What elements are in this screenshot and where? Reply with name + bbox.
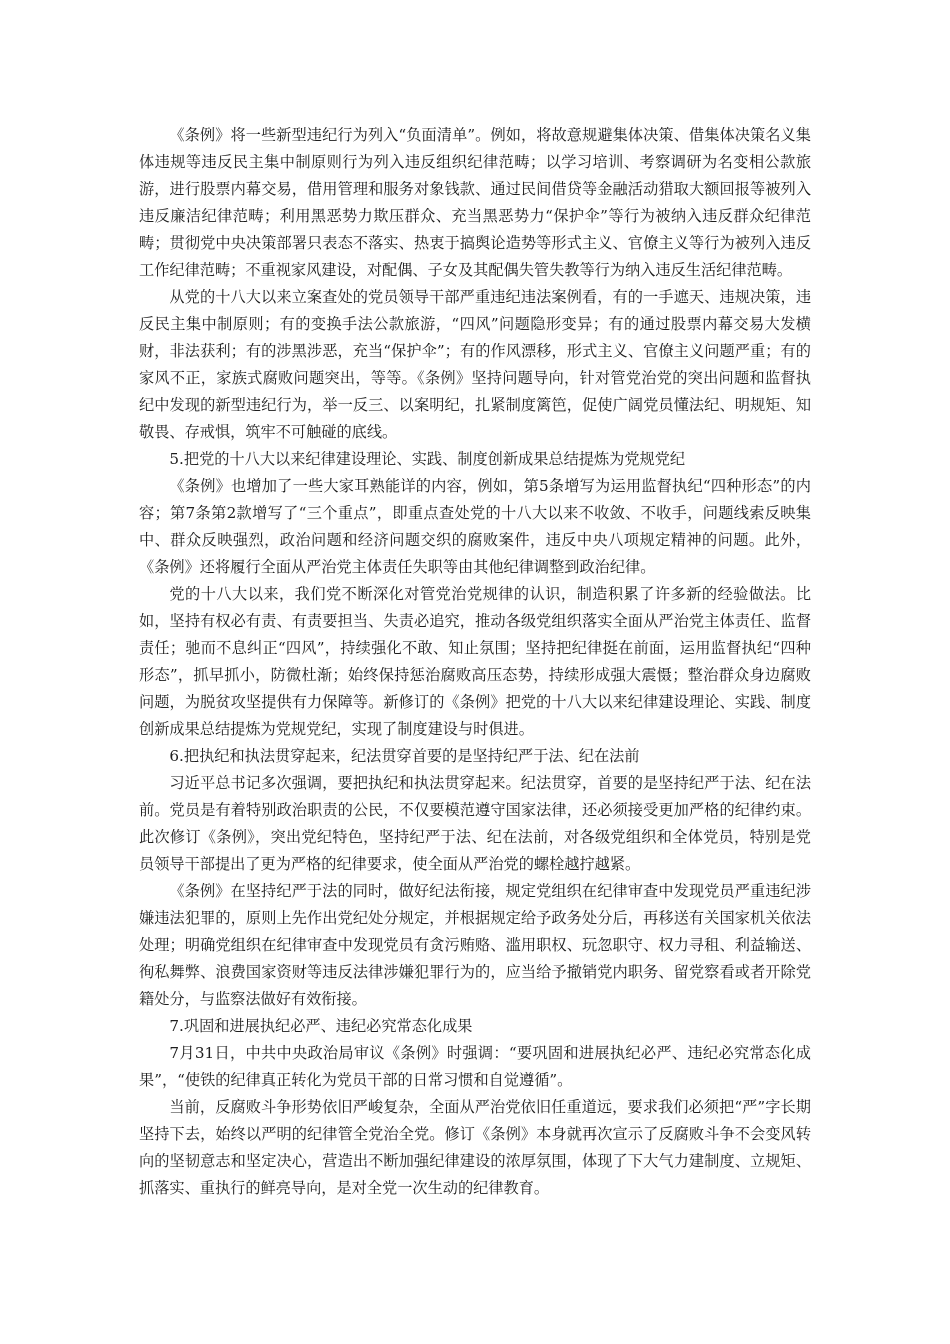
section-heading-5: 5.把党的十八大以来纪律建设理论、实践、制度创新成果总结提炼为党规党纪	[169, 450, 686, 468]
paragraph-case-analysis: 从党的十八大以来立案查处的党员领导干部严重违纪违法案例看，有的一手遮天、违规决策，违反民主集中制原则；有的变换手法公款旅游，“四风”问题隐形变异；有的通过股票内幕交易大发横财，非法获利；有的涉黑涉恶，充当“保护伞”；有的作风漂移，形式主义、官僚主义问题严重；有的家风不正，家族式腐败问题突出，等等。《条例》坚持问题导向，针对管党治党的突出问题和监督执纪中发现的新型违纪行为，举一反三、以案明纪，扎紧制度篱笆，促使广阔党员懂法纪、明规矩、知敬畏、存戒惧，筑牢不可触碰的底线。	[139, 288, 811, 441]
paragraph-new-experience: 党的十八大以来，我们党不断深化对管党治党规律的认识，制造积累了许多新的经验做法。比如，坚持有权必有责、有责要担当、失责必追究，推动各级党组织落实全面从严治党主体责任、监督责任；驰而不息纠正“四风”，持续强化不敢、知止氛围；坚持把纪律挺在前面，运用监督执纪“四种形态”，抓早抓小，防微杜渐；始终保持惩治腐败高压态势，持续形成强大震慑；整治群众身边腐败问题，为脱贫攻坚提供有力保障等。新修订的《条例》把党的十八大以来纪律建设理论、实践、制度创新成果总结提炼为党规党纪，实现了制度建设与时俱进。	[139, 585, 811, 738]
document-body	[139, 122, 811, 1202]
paragraph-negative-list: 《条例》将一些新型违纪行为列入“负面清单”。例如，将故意规避集体决策、借集体决策名义集体违规等违反民主集中制原则行为列入违反组织纪律范畴；以学习培训、考察调研为名变相公款旅游，进行股票内幕交易，借用管理和服务对象钱款、通过民间借贷等金融活动猎取大额回报等被列入违反廉洁纪律范畴；利用黑恶势力欺压群众、充当黑恶势力“保护伞”等行为被纳入违反群众纪律范畴；贯彻党中央决策部署只表态不落实、热衷于搞舆论造势等形式主义、官僚主义等行为被列入违反工作纪律范畴；不重视家风建设，对配偶、子女及其配偶失管失教等行为纳入违反生活纪律范畴。	[139, 126, 811, 279]
paragraph-politburo-review: 7月31日，中共中央政治局审议《条例》时强调：“要巩固和进展执纪必严、违纪必究常态化成果”，“使铁的纪律真正转化为党员干部的日常习惯和自觉遵循”。	[139, 1044, 811, 1089]
section-heading-6: 6.把执纪和执法贯穿起来，纪法贯穿首要的是坚持纪严于法、纪在法前	[169, 747, 640, 765]
paragraph-four-forms: 《条例》也增加了一些大家耳熟能详的内容，例如，第5条增写为运用监督执纪“四种形态”的内容；第7条第2款增写了“三个重点”，即重点查处党的十八大以来不收敛、不收手，问题线索反映集中、群众反映强烈，政治问题和经济问题交织的腐败案件，违反中央八项规定精神的问题。此外，《条例》还将履行全面从严治党主体责任失职等由其他纪律调整到政治纪律。	[139, 477, 811, 576]
paragraph-law-connection: 《条例》在坚持纪严于法的同时，做好纪法衔接，规定党组织在纪律审查中发现党员严重违纪涉嫌违法犯罪的，原则上先作出党纪处分规定，并根据规定给予政务处分后，再移送有关国家机关依法处理；明确党组织在纪律审查中发现党员有贪污贿赂、滥用职权、玩忽职守、权力寻租、利益输送、徇私舞弊、浪费国家资财等违反法律涉嫌犯罪行为的，应当给予撤销党内职务、留党察看或者开除党籍处分，与监察法做好有效衔接。	[139, 882, 811, 1008]
paragraph-discipline-before-law: 习近平总书记多次强调，要把执纪和执法贯穿起来。纪法贯穿，首要的是坚持纪严于法、纪在法前。党员是有着特别政治职责的公民，不仅要模范遵守国家法律，还必须接受更加严格的纪律约束。此次修订《条例》，突出党纪特色，坚持纪严于法、纪在法前，对各级党组织和全体党员，特别是党员领导干部提出了更为严格的纪律要求，使全面从严治党的螺栓越拧越紧。	[139, 774, 811, 873]
paragraph-current-situation: 当前，反腐败斗争形势依旧严峻复杂，全面从严治党依旧任重道远，要求我们必须把“严”字长期坚持下去，始终以严明的纪律管全党治全党。修订《条例》本身就再次宣示了反腐败斗争不会变风转向的坚韧意志和坚定决心，营造出不断加强纪律建设的浓厚氛围，体现了下大气力建制度、立规矩、抓落实、重执行的鲜亮导向，是对全党一次生动的纪律教育。	[139, 1098, 811, 1197]
section-heading-7: 7.巩固和进展执纪必严、违纪必究常态化成果	[169, 1017, 473, 1035]
